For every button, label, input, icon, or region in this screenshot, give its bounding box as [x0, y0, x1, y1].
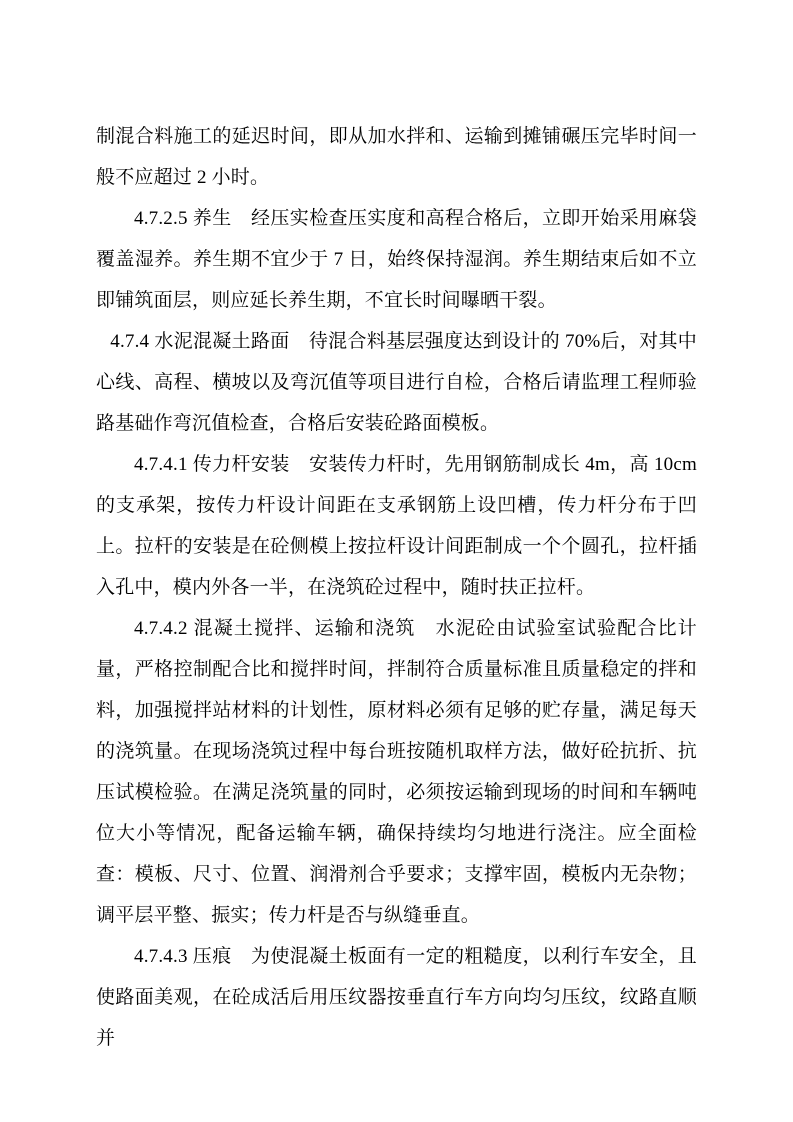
paragraph-section-4-7-4-3: 4.7.4.3 压痕 为使混凝土板面有一定的粗糙度，以利行车安全，且使路面美观，在砼成活后用压纹器按垂直行车方向均匀压纹，纹路直顺并	[96, 946, 697, 1049]
paragraph-section-4-7-4: 4.7.4 水泥混凝土路面 待混合料基层强度达到设计的 70%后，对其中心线、高程、横坡以及弯沉值等项目进行自检，合格后请监理工程师验路基础作弯沉值检查，合格后安装砼路面模板。	[96, 331, 697, 434]
document-content	[96, 116, 697, 1059]
paragraph-section-4-7-4-1: 4.7.4.1 传力杆安装 安装传力杆时，先用钢筋制成长 4m，高 10cm 的支承架，按传力杆设计间距在支承钢筋上设凹槽，传力杆分布于凹上。拉杆的安装是在砼侧模上按拉杆设计间距制成一个个圆孔，拉杆插入孔中，模内外各一半，在浇筑砼过程中，随时扶正拉杆。	[96, 454, 697, 598]
paragraph-continuation: 制混合料施工的延迟时间，即从加水拌和、运输到摊铺碾压完毕时间一般不应超过 2 小时。	[96, 126, 697, 188]
paragraph-section-4-7-2-5: 4.7.2.5 养生 经压实检查压实度和高程合格后，立即开始采用麻袋覆盖湿养。养生期不宜少于 7 日，始终保持湿润。养生期结束后如不立即铺筑面层，则应延长养生期，不宜长时间曝晒干裂。	[96, 208, 697, 311]
paragraph-section-4-7-4-2: 4.7.4.2 混凝土搅拌、运输和浇筑 水泥砼由试验室试验配合比计量，严格控制配合比和搅拌时间，拌制符合质量标准且质量稳定的拌和料，加强搅拌站材料的计划性，原材料必须有足够的贮存量，满足每天的浇筑量。在现场浇筑过程中每台班按随机取样方法，做好砼抗折、抗压试模检验。在满足浇筑量的同时，必须按运输到现场的时间和车辆吨位大小等情况，配备运输车辆，确保持续均匀地进行浇注。应全面检查：模板、尺寸、位置、润滑剂合乎要求；支撑牢固，模板内无杂物；调平层平整、振实；传力杆是否与纵缝垂直。	[96, 618, 697, 926]
